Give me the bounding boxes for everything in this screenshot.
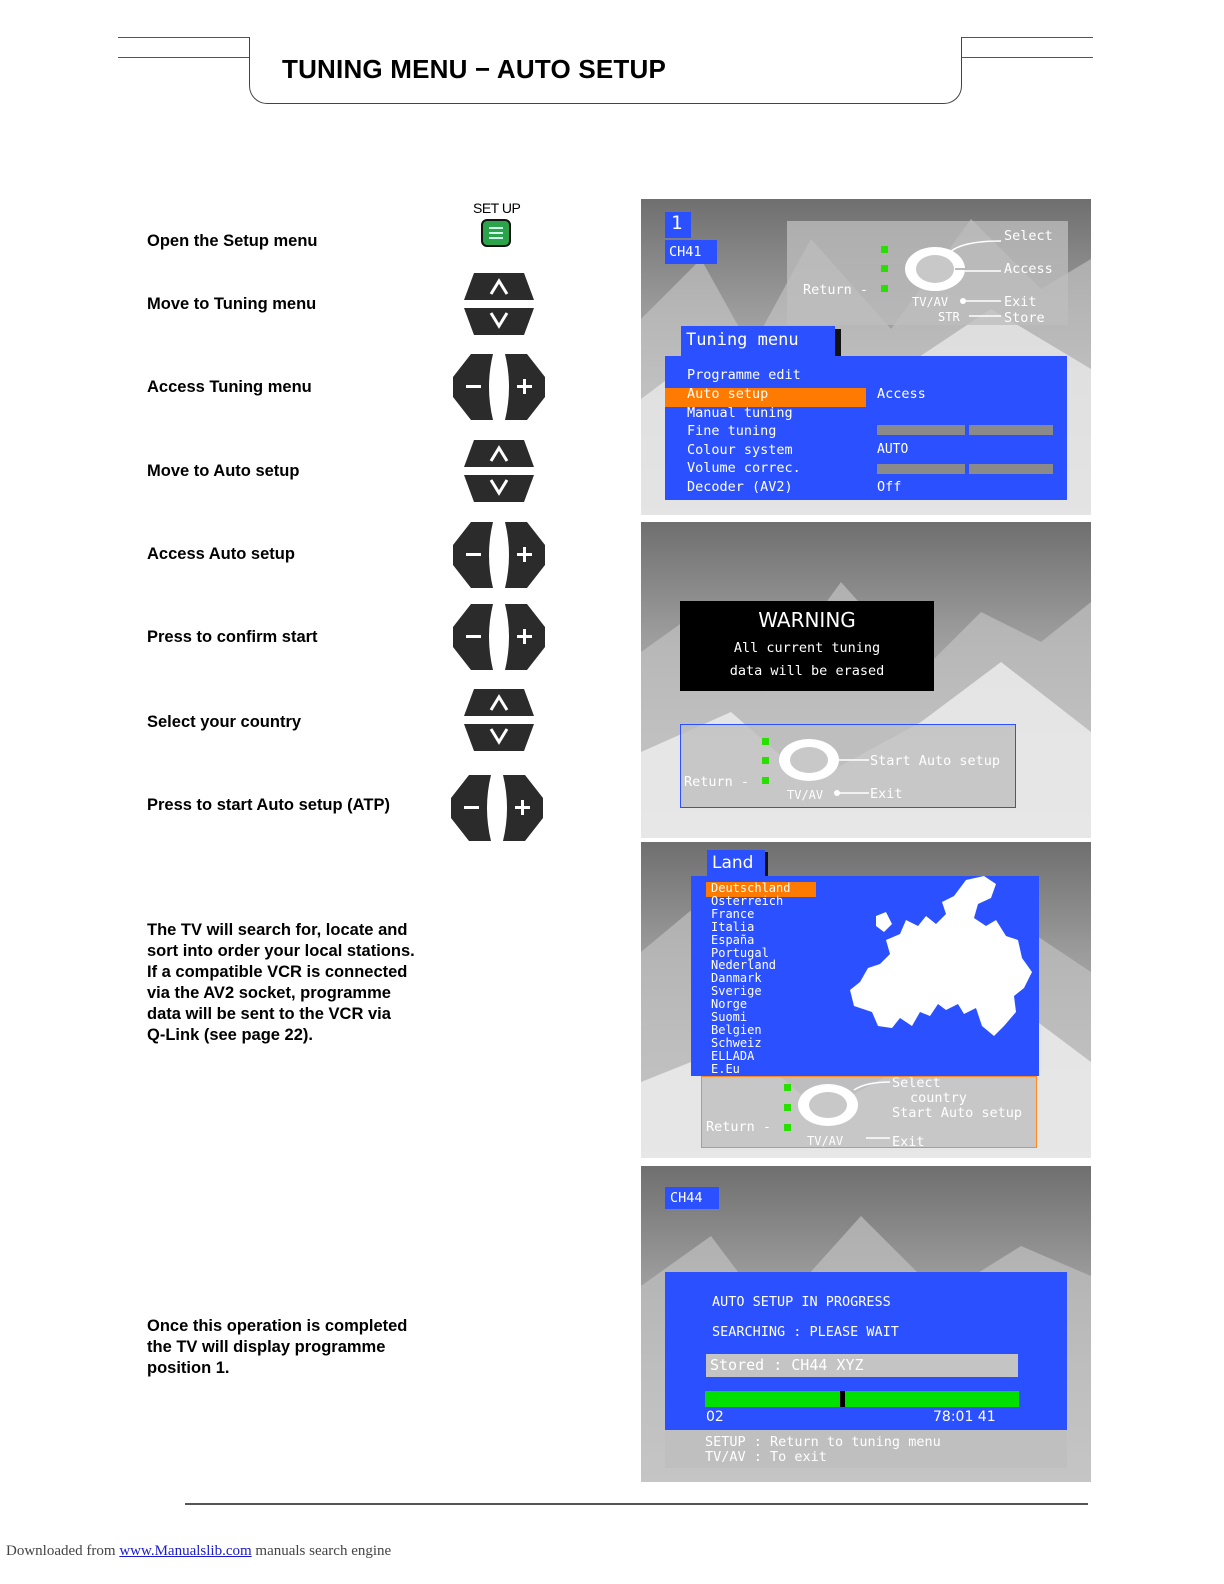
indicator-dot <box>762 757 769 764</box>
help-country: country <box>910 1090 967 1106</box>
indicator-dot <box>881 246 888 253</box>
minus-plus-buttons-icon[interactable] <box>449 773 545 843</box>
progress-end-label: 78:01 41 <box>933 1409 996 1425</box>
value-auto-setup: Access <box>877 386 926 402</box>
step-move-auto: Move to Auto setup <box>147 462 300 480</box>
menu-title: Tuning menu <box>681 326 835 356</box>
step-move-tuning: Move to Tuning menu <box>147 295 317 313</box>
help-return: Return - <box>803 282 869 298</box>
indicator-dot <box>881 265 888 272</box>
indicator-dot <box>784 1104 791 1111</box>
volume-bar <box>969 464 1053 474</box>
country-item[interactable]: Danmark <box>711 971 762 986</box>
help-return: Return - <box>706 1119 772 1135</box>
progress-start-label: 02 <box>706 1409 724 1425</box>
help-select: Select <box>892 1075 941 1091</box>
help-store: Store <box>1004 310 1045 326</box>
help-tvav: TV/AV <box>912 295 949 309</box>
progress-bar <box>705 1391 1019 1407</box>
volume-bar <box>877 464 965 474</box>
help-exit: Exit <box>870 786 903 802</box>
up-down-arrows-icon[interactable] <box>462 437 536 505</box>
step-start-atp: Press to start Auto setup (ATP) <box>147 796 390 814</box>
value-decoder: Off <box>877 479 902 495</box>
completion-description: Once this operation is completed the TV will display programme position 1. <box>147 1317 408 1377</box>
fine-tuning-bar <box>969 425 1053 435</box>
step-access-auto: Access Auto setup <box>147 545 295 563</box>
page-title: TUNING MENU − AUTO SETUP <box>282 54 666 84</box>
help-select: Select <box>1004 228 1053 244</box>
country-item[interactable]: Nederland <box>711 958 777 973</box>
help-access: Access <box>1004 261 1053 277</box>
indicator-dot <box>762 738 769 745</box>
menu-item-colour-system[interactable]: Colour system <box>687 442 793 458</box>
help-exit: Exit <box>892 1134 925 1150</box>
setup-button-label: SET UP <box>473 200 521 216</box>
up-down-arrows-icon[interactable] <box>462 686 536 754</box>
header-rule-left <box>118 57 249 58</box>
programme-number: 1 <box>665 212 691 238</box>
step-open-setup: Open the Setup menu <box>147 232 318 250</box>
warning-title: WARNING <box>758 608 856 632</box>
step-select-country: Select your country <box>147 713 302 731</box>
help-leader-lines <box>846 1080 896 1144</box>
step-confirm-start: Press to confirm start <box>147 628 318 646</box>
step-access-tuning: Access Tuning menu <box>147 378 312 396</box>
help-start-auto-setup: Start Auto setup <box>892 1105 1023 1121</box>
menu-item-decoder[interactable]: Decoder (AV2) <box>687 479 793 495</box>
up-down-arrows-icon[interactable] <box>462 270 536 338</box>
minus-plus-buttons-icon[interactable] <box>451 352 547 422</box>
menu-item-auto-setup[interactable]: Auto setup <box>687 386 769 402</box>
screen-warning <box>641 522 1091 838</box>
help-return: Return - <box>684 774 750 790</box>
land-title-shadow <box>765 852 768 878</box>
indicator-dot <box>762 777 769 784</box>
progress-marker <box>840 1391 845 1407</box>
manualslib-link[interactable]: www.Manualslib.com <box>119 1543 252 1559</box>
country-item[interactable]: Suomi <box>711 1010 748 1024</box>
menu-item-programme-edit[interactable]: Programme edit <box>687 367 801 383</box>
help-setup-return: SETUP : Return to tuning menu <box>705 1434 941 1450</box>
footer-rule <box>185 1503 1088 1505</box>
indicator-dot <box>881 285 888 292</box>
country-item[interactable]: Norge <box>711 997 748 1012</box>
help-tvav: TV/AV <box>787 788 824 802</box>
menu-item-volume-correc[interactable]: Volume correc. <box>687 460 801 476</box>
status-searching: SEARCHING : PLEASE WAIT <box>712 1324 899 1340</box>
help-start-auto-setup: Start Auto setup <box>870 753 1001 769</box>
menu-item-manual-tuning[interactable]: Manual tuning <box>687 405 793 421</box>
country-item[interactable]: Italia <box>711 919 755 934</box>
fine-tuning-bar <box>877 425 965 435</box>
country-item[interactable]: España <box>711 932 755 947</box>
country-item[interactable]: Schweiz <box>711 1035 762 1050</box>
value-colour-system: AUTO <box>877 442 909 457</box>
channel-tag: CH44 <box>665 1187 719 1209</box>
warning-line-2: data will be erased <box>729 663 885 679</box>
country-item[interactable]: Sverige <box>711 984 762 999</box>
help-tvav: TV/AV <box>807 1134 844 1148</box>
country-item[interactable]: Belgien <box>711 1022 762 1037</box>
help-tvav-exit: TV/AV : To exit <box>705 1449 827 1465</box>
country-item[interactable]: France <box>711 906 755 921</box>
menu-item-fine-tuning[interactable]: Fine tuning <box>687 423 777 439</box>
status-in-progress: AUTO SETUP IN PROGRESS <box>712 1294 891 1310</box>
stored-channel: Stored : CH44 XYZ <box>710 1356 864 1374</box>
europe-map <box>846 876 1038 1046</box>
indicator-dot <box>784 1124 791 1131</box>
help-exit: Exit <box>1004 294 1037 310</box>
help-leader-lines <box>831 752 871 802</box>
country-item[interactable]: Deutschland <box>711 881 791 895</box>
land-title: Land <box>707 850 765 876</box>
download-prefix: Downloaded from <box>6 1543 120 1559</box>
indicator-dot <box>784 1084 791 1091</box>
country-item[interactable]: Portugal <box>711 945 769 960</box>
screen-tuning-menu <box>641 199 1091 515</box>
download-suffix: manuals search engine <box>251 1543 392 1559</box>
minus-plus-buttons-icon[interactable] <box>451 602 547 672</box>
country-item[interactable]: ELLADA <box>711 1048 755 1063</box>
header-rule-right <box>960 57 1093 58</box>
country-item[interactable]: Osterreich <box>711 893 784 908</box>
screen-country-select <box>641 842 1091 1158</box>
channel-tag: CH41 <box>665 240 717 264</box>
help-str: STR <box>938 310 960 324</box>
country-item[interactable]: E.Eu <box>711 1061 740 1076</box>
download-notice <box>6 1543 391 1560</box>
setup-button-icon[interactable] <box>481 219 511 247</box>
search-description: The TV will search for, locate and sort into order your local stations. If a compatible VCR is connected via the AV2 socket, programme data will be sent to the VCR via Q-Link (see page 22). <box>147 921 415 1044</box>
warning-line-1: All current tuning <box>733 640 881 656</box>
minus-plus-buttons-icon[interactable] <box>451 520 547 590</box>
screen-auto-setup-progress <box>641 1166 1091 1482</box>
